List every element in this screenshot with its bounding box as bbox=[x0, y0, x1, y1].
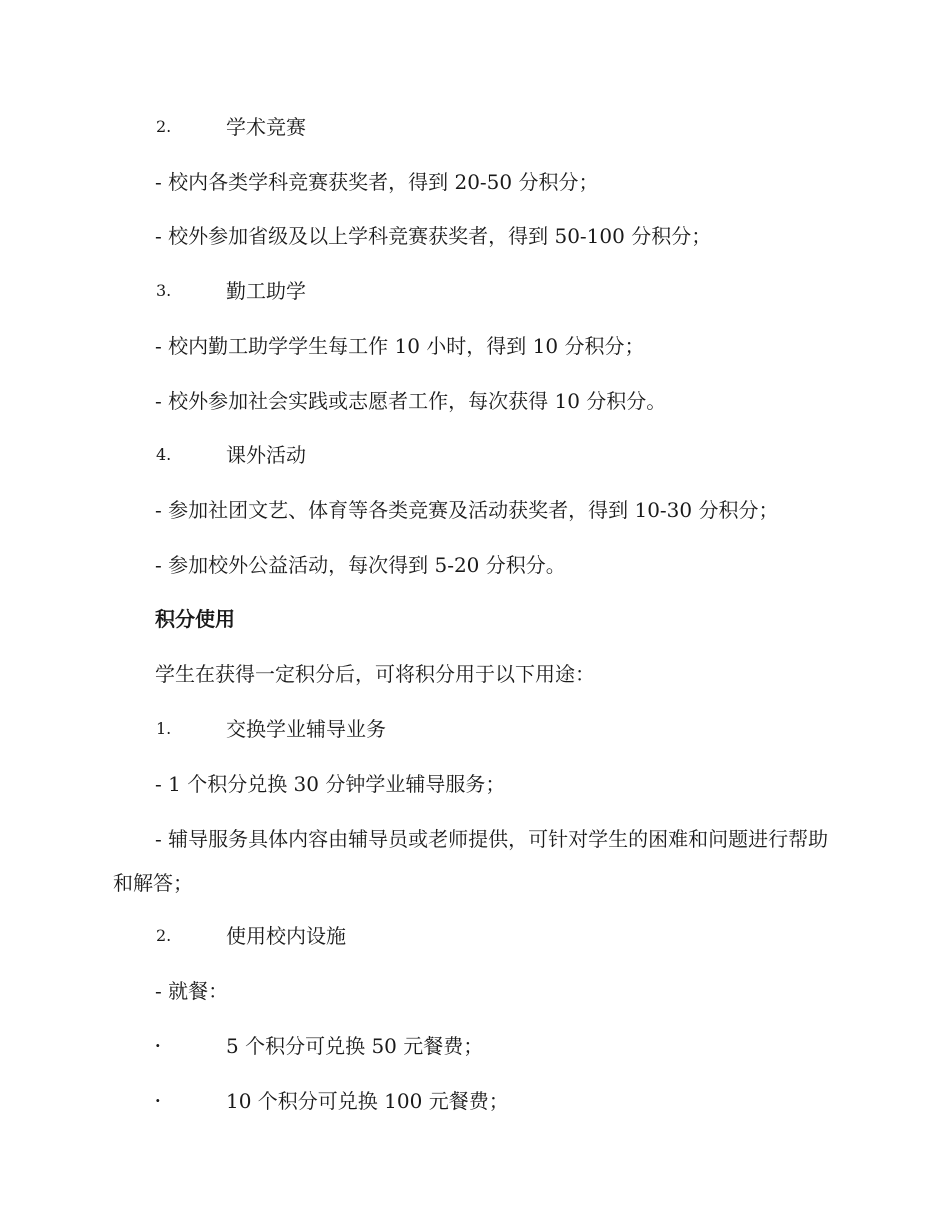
list-number: 4. bbox=[156, 445, 172, 464]
list-label: 使用校内设施 bbox=[226, 924, 346, 948]
list-number: 2. bbox=[156, 926, 172, 945]
paragraph-tutoring-rate: - 1 个积分兑换 30 分钟学业辅导服务； bbox=[155, 772, 506, 796]
list-label: 交换学业辅导业务 bbox=[226, 717, 386, 741]
list-label: 勤工助学 bbox=[226, 279, 306, 303]
bullet-label: 10 个积分可兑换 100 元餐费； bbox=[226, 1089, 509, 1113]
paragraph-competition-provincial: - 校外参加省级及以上学科竞赛获奖者，得到 50-100 分积分； bbox=[155, 224, 712, 248]
section-heading-points-usage: 积分使用 bbox=[155, 607, 235, 631]
list-label: 课外活动 bbox=[226, 443, 306, 467]
paragraph-activity-awards: - 参加社团文艺、体育等各类竞赛及活动获奖者，得到 10-30 分积分； bbox=[155, 498, 779, 522]
paragraph-tutoring-details: - 辅导服务具体内容由辅导员或老师提供，可针对学生的困难和问题进行帮助和解答； bbox=[113, 827, 829, 895]
list-number: 2. bbox=[156, 117, 172, 136]
paragraph-intro: 学生在获得一定积分后，可将积分用于以下用途： bbox=[155, 662, 595, 686]
paragraph-work-campus: - 校内勤工助学学生每工作 10 小时，得到 10 分积分； bbox=[155, 334, 645, 358]
list-number: 3. bbox=[156, 281, 172, 300]
list-label: 学术竞赛 bbox=[226, 115, 306, 139]
bullet-mark: · bbox=[155, 1036, 161, 1055]
paragraph-dining-label: - 就餐： bbox=[155, 979, 229, 1003]
paragraph-competition-campus: - 校内各类学科竞赛获奖者，得到 20-50 分积分； bbox=[155, 170, 599, 194]
paragraph-work-volunteer: - 校外参加社会实践或志愿者工作，每次获得 10 分积分。 bbox=[155, 389, 667, 413]
bullet-label: 5 个积分可兑换 50 元餐费； bbox=[226, 1034, 484, 1058]
paragraph-activity-public-welfare: - 参加校外公益活动，每次得到 5-20 分积分。 bbox=[155, 553, 566, 577]
bullet-mark: · bbox=[155, 1091, 161, 1110]
list-number: 1. bbox=[156, 719, 172, 738]
